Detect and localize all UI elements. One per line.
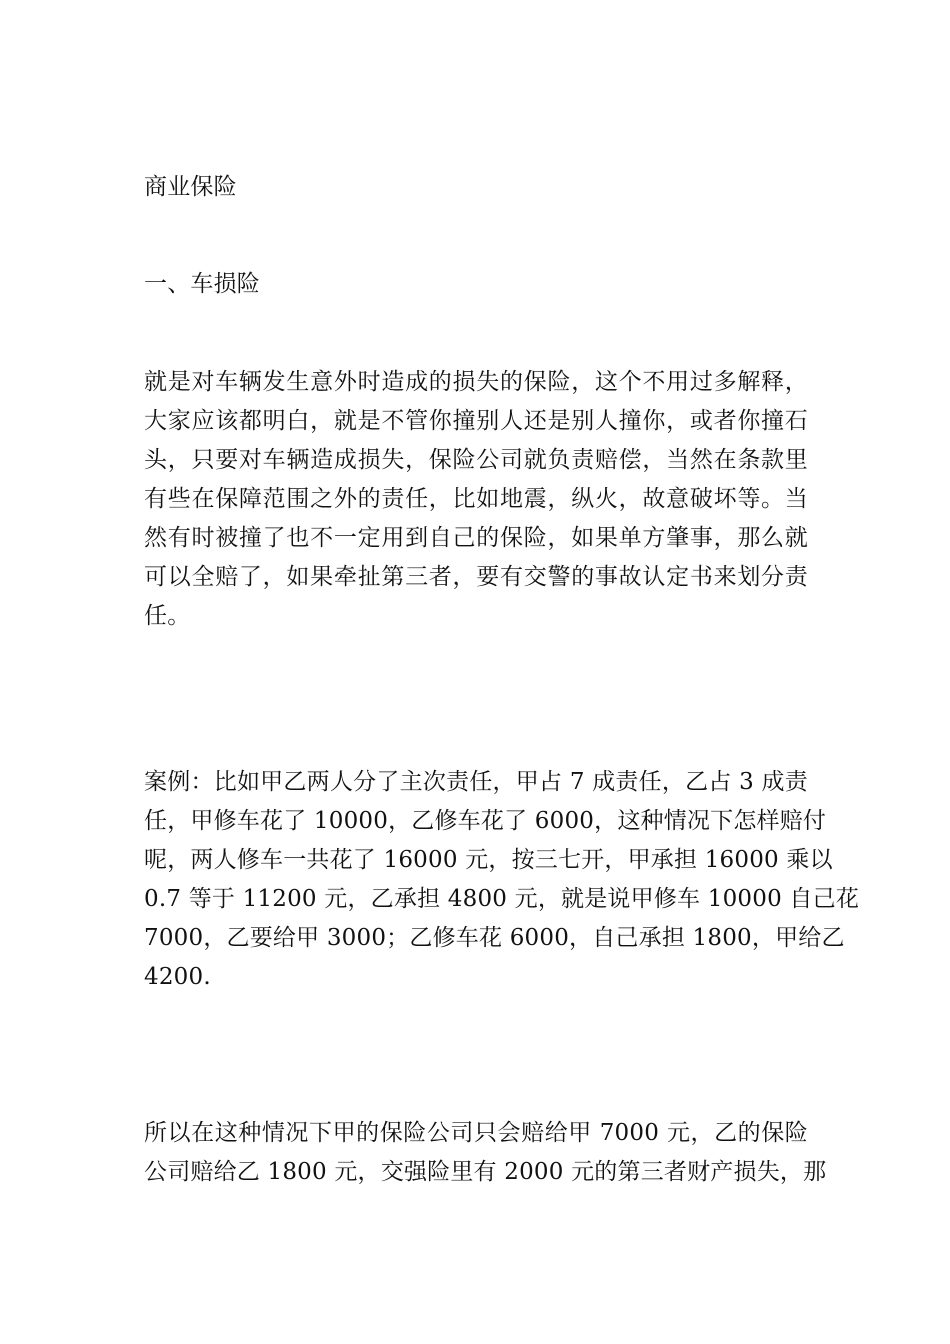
- paragraph-1: [144, 363, 808, 636]
- paragraph-line: 0.7 等于 11200 元，乙承担 4800 元，就是说甲修车 10000 自己花: [144, 886, 860, 912]
- paragraph-line: 7000，乙要给甲 3000；乙修车花 6000，自己承担 1800，甲给乙: [144, 925, 845, 951]
- section-heading: 一、车损险: [144, 271, 260, 297]
- paragraph-line: 案例：比如甲乙两人分了主次责任，甲占 7 成责任，乙占 3 成责: [144, 769, 808, 795]
- paragraph-line: 有些在保障范围之外的责任，比如地震，纵火，故意破坏等。当: [144, 486, 808, 512]
- paragraph-2: [144, 763, 860, 997]
- paragraph-line: 呢，两人修车一共花了 16000 元，按三七开，甲承担 16000 乘以: [144, 847, 833, 873]
- paragraph-line: 所以在这种情况下甲的保险公司只会赔给甲 7000 元，乙的保险: [144, 1120, 808, 1146]
- paragraph-line: 就是对车辆发生意外时造成的损失的保险，这个不用过多解释，: [144, 369, 808, 395]
- paragraph-line: 可以全赔了，如果牵扯第三者，要有交警的事故认定书来划分责: [144, 564, 808, 590]
- paragraph-3: [144, 1114, 827, 1192]
- paragraph-line: 任。: [144, 603, 191, 629]
- paragraph-line: 然有时被撞了也不一定用到自己的保险，如果单方肇事，那么就: [144, 525, 808, 551]
- paragraph-line: 公司赔给乙 1800 元，交强险里有 2000 元的第三者财产损失，那: [144, 1159, 827, 1185]
- paragraph-line: 任，甲修车花了 10000，乙修车花了 6000，这种情况下怎样赔付: [144, 808, 827, 834]
- paragraph-line: 头，只要对车辆造成损失，保险公司就负责赔偿，当然在条款里: [144, 447, 808, 473]
- document-title: 商业保险: [144, 174, 237, 200]
- paragraph-line: 4200.: [144, 964, 211, 990]
- paragraph-line: 大家应该都明白，就是不管你撞别人还是别人撞你，或者你撞石: [144, 408, 808, 434]
